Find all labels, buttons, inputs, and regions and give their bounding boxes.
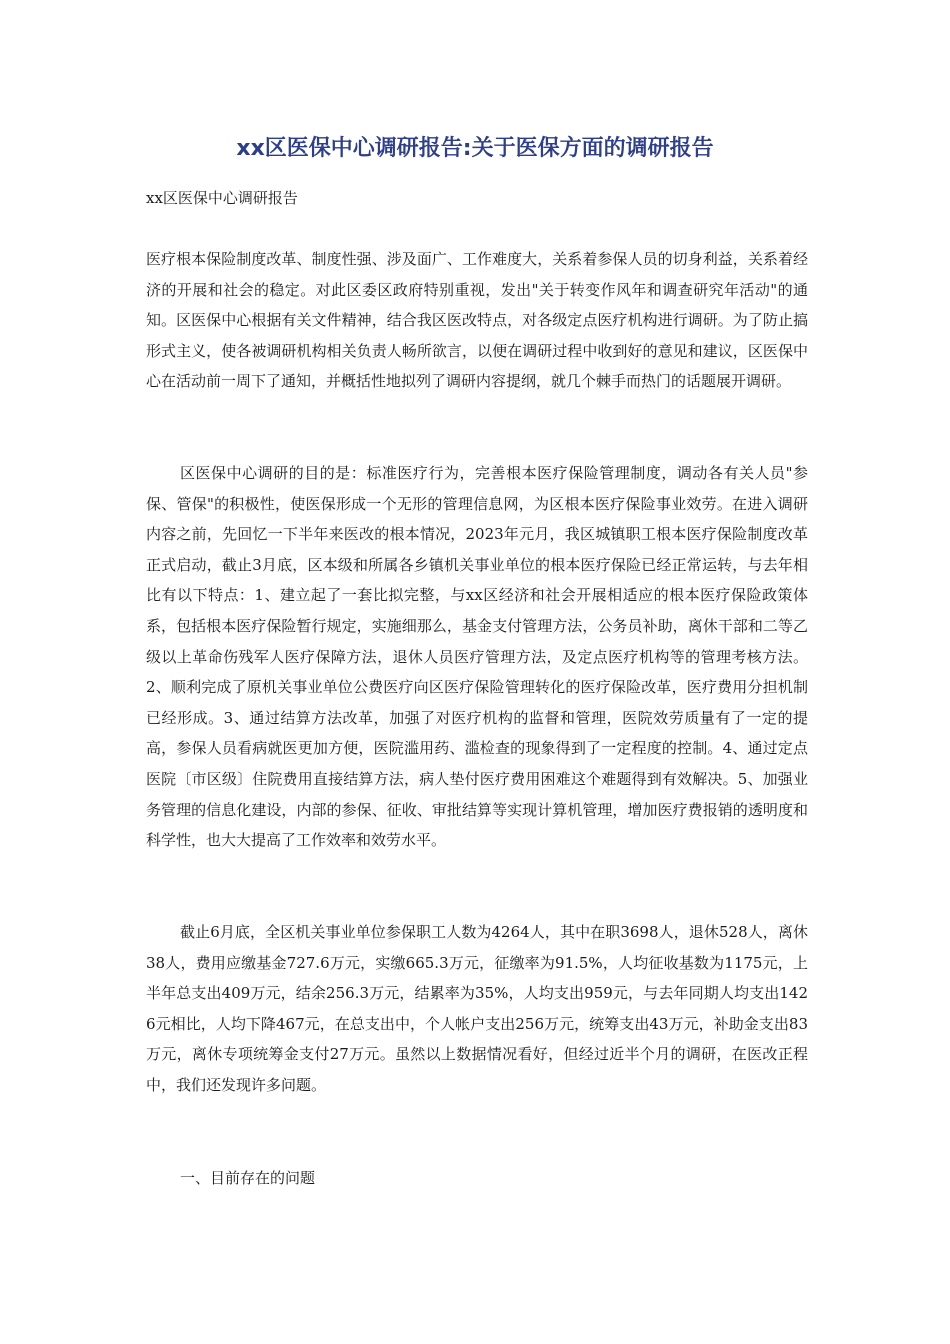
document-title: xx区医保中心调研报告:关于医保方面的调研报告 xyxy=(236,136,714,161)
paragraph-statistics: 截止6月底，全区机关事业单位参保职工人数为4264人，其中在职3698人，退休528人，离休38人，费用应缴基金727.6万元，实缴665.3万元，征缴率为91.5%，人均征收基数为1175元，上半年总支出409万元，结余256.3万元，结累率为35%，人均支出959元，与去年同期人均支出1426元相比，人均下降467元，在总支出中，个人帐户支出256万元，统筹支出43万元，补助金支出83万元，离休专项统筹金支付27万元。虽然以上数据情况看好，但经过近半个月的调研，在医改正程中，我们还发现许多问题。 xyxy=(146,923,808,1094)
paragraph-intro: 医疗根本保险制度改革、制度性强、涉及面广、工作难度大，关系着参保人员的切身利益，关系着经济的开展和社会的稳定。对此区委区政府特别重视，发出"关于转变作风年和调查研究年活动"的通知。区医保中心根据有关文件精神，结合我区医改特点，对各级定点医疗机构进行调研。为了防止搞形式主义，使各被调研机构相关负责人畅所欲言，以便在调研过程中收到好的意见和建议，区医保中心在活动前一周下了通知，并概括性地拟列了调研内容提纲，就几个棘手而热门的话题展开调研。 xyxy=(146,250,808,391)
section-heading: 一、目前存在的问题 xyxy=(180,1169,316,1187)
paragraph-purpose: 区医保中心调研的目的是：标准医疗行为，完善根本医疗保险管理制度，调动各有关人员"参保、管保"的积极性，使医保形成一个无形的管理信息网，为区根本医疗保险事业效劳。在进入调研内容之前，先回忆一下半年来医改的根本情况，2023年元月，我区城镇职工根本医疗保险制度改革正式启动，截止3月底，区本级和所属各乡镇机关事业单位的根本医疗保险已经正常运转，与去年相比有以下特点：1、建立起了一套比拟完整，与xx区经济和社会开展相适应的根本医疗保险政策体系，包括根本医疗保险暂行规定，实施细那么，基金支付管理方法，公务员补助，离休干部和二等乙级以上革命伤残军人医疗保障方法，退休人员医疗管理方法，及定点医疗机构等的管理考核方法。2、顺利完成了原机关事业单位公费医疗向区医疗保险管理转化的医疗保险改革，医疗费用分担机制已经形成。3、通过结算方法改革，加强了对医疗机构的监督和管理，医院效劳质量有了一定的提高，参保人员看病就医更加方便，医院滥用药、滥检查的现象得到了一定程度的控制。4、通过定点医院〔市区级〕住院费用直接结算方法，病人垫付医疗费用困难这个难题得到有效解决。5、加强业务管理的信息化建设，内部的参保、征收、审批结算等实现计算机管理，增加医疗费报销的透明度和科学性，也大大提高了工作效率和效劳水平。 xyxy=(146,464,808,850)
document-subtitle: xx区医保中心调研报告 xyxy=(146,189,298,207)
